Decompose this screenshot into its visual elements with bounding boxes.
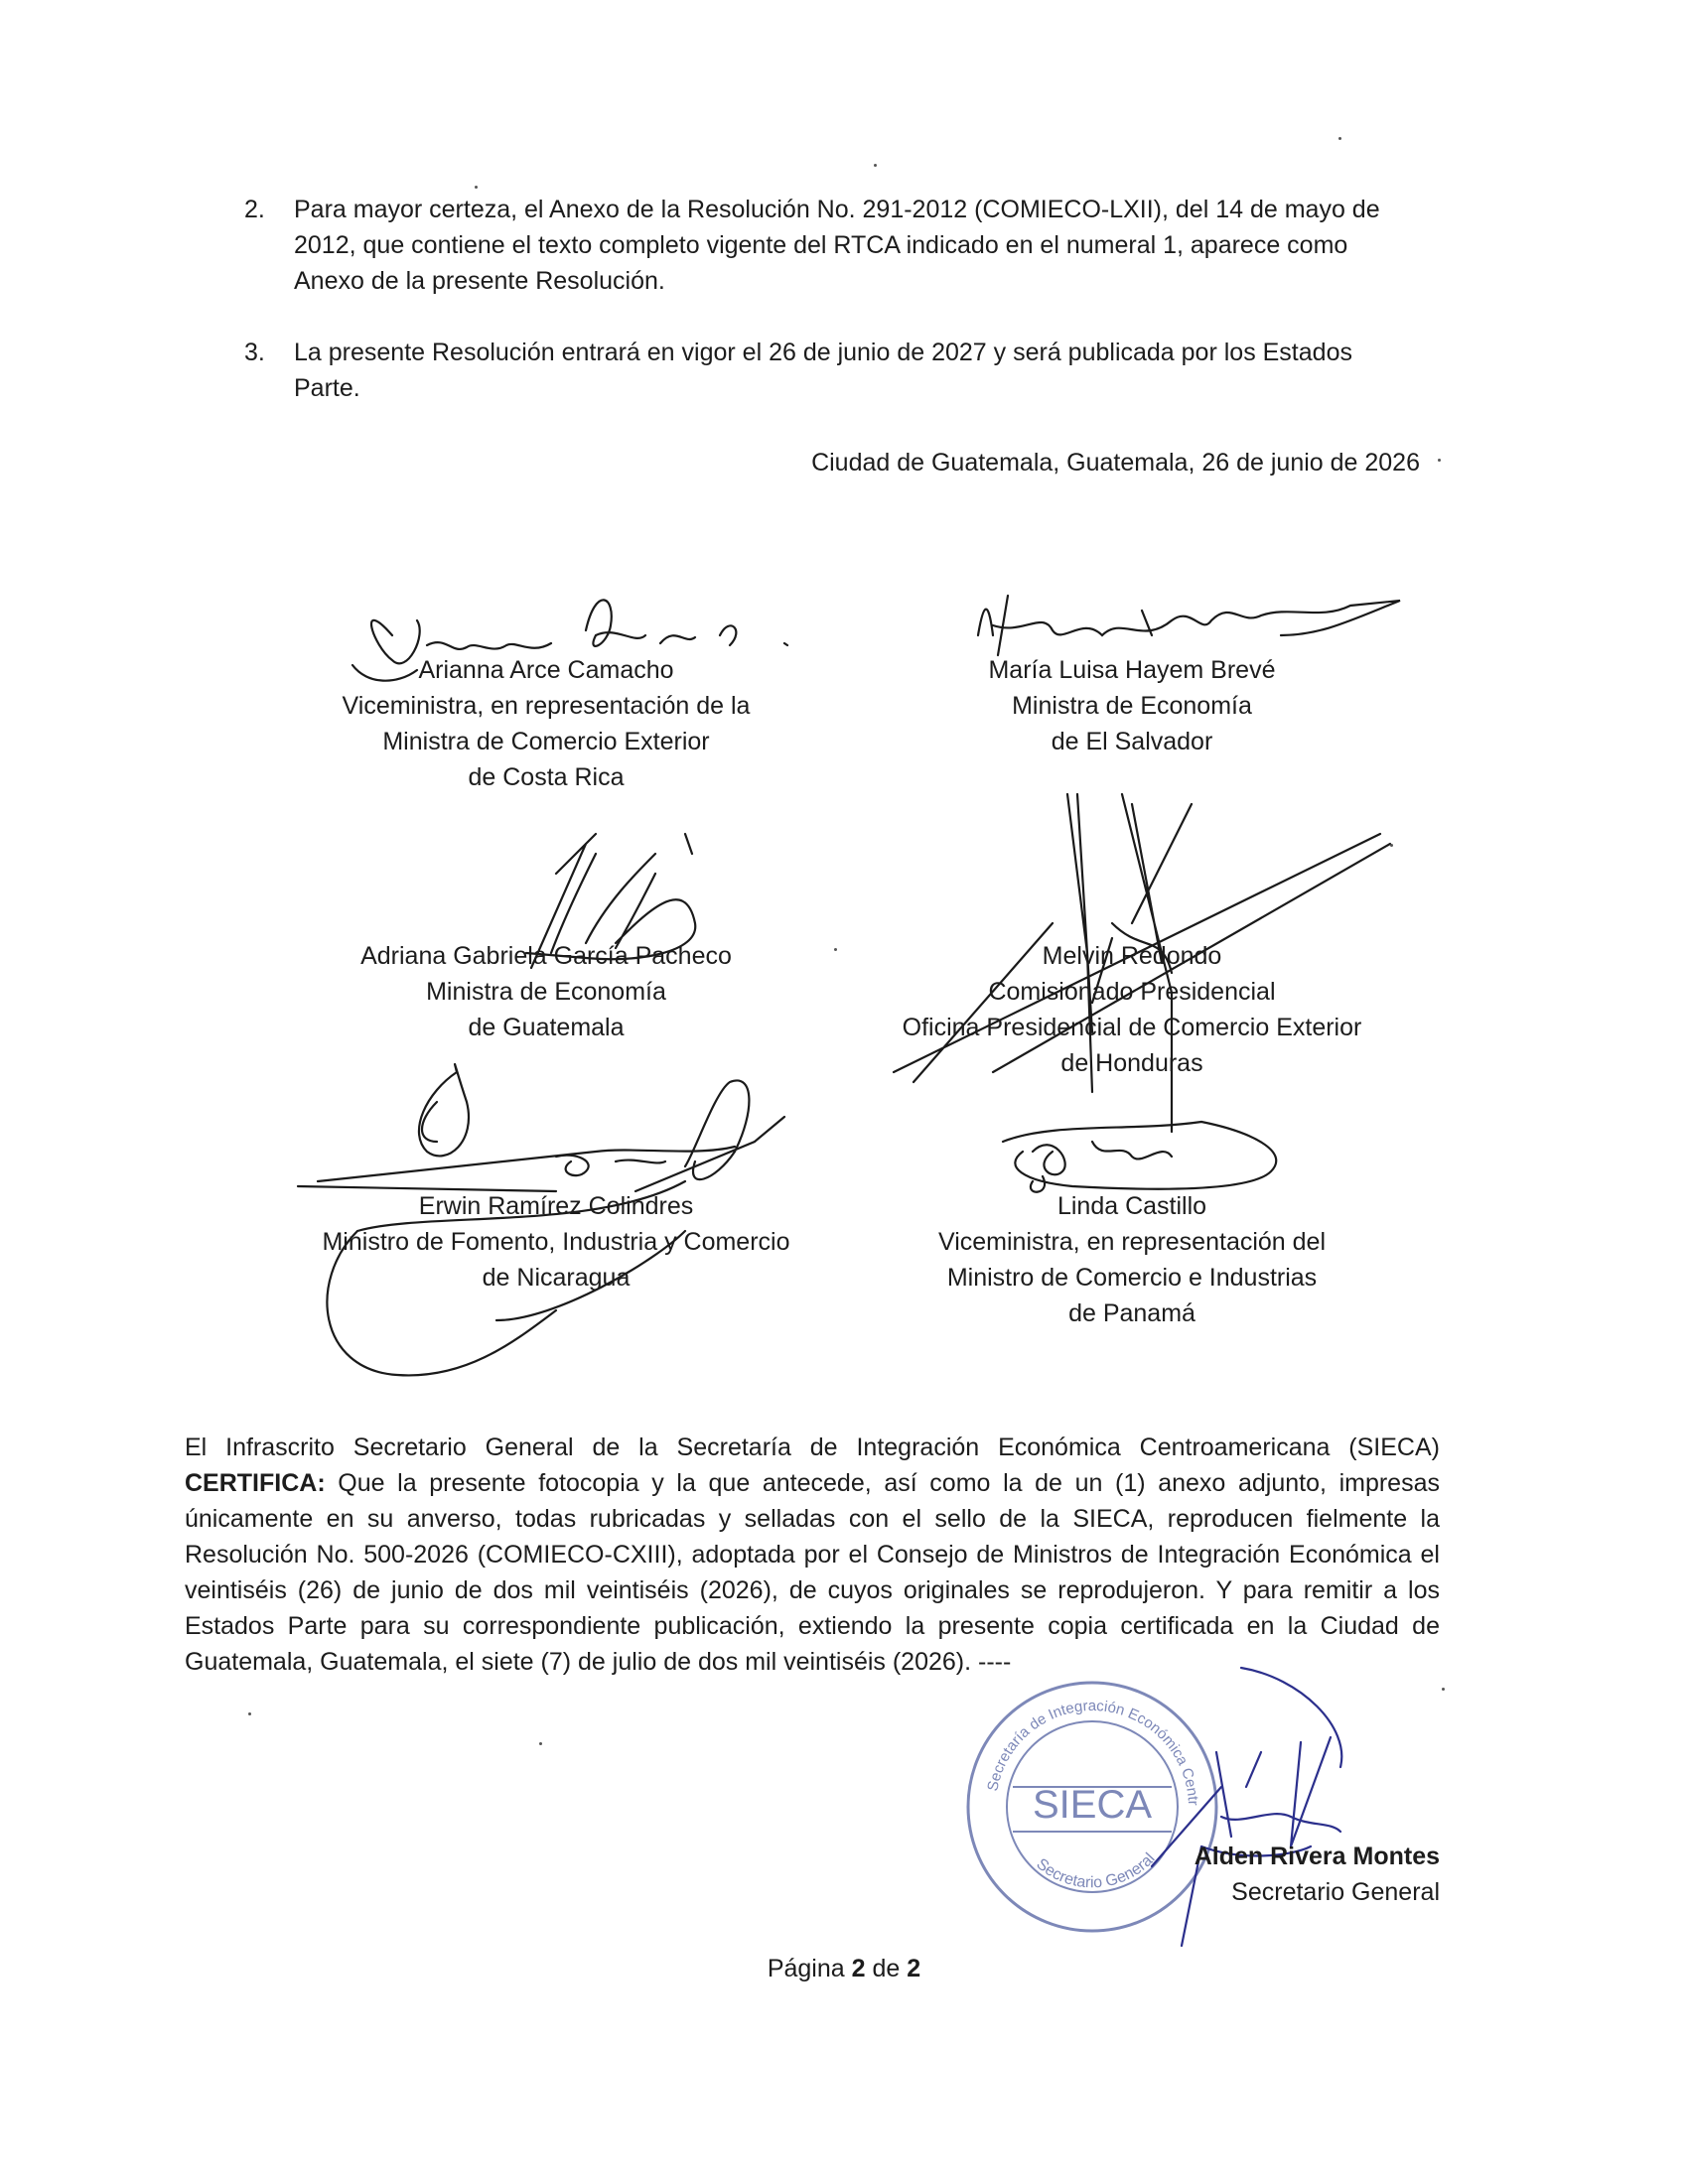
signatory-title: Ministro de Comercio e Industrias: [946, 1264, 1318, 1292]
signatory-name: Melvin Redondo: [1042, 942, 1222, 970]
scan-speck: [874, 164, 877, 167]
signatory-title: Viceministra, en representación de la: [342, 692, 751, 720]
page-total: 2: [907, 1955, 921, 1982]
signatory-name: Linda Castillo: [1056, 1192, 1207, 1220]
secretary-title: Secretario General: [1231, 1878, 1440, 1906]
clause-number: 3.: [244, 339, 265, 366]
signatory-name: María Luisa Hayem Brevé: [988, 656, 1276, 684]
signatory-name: Erwin Ramírez Colindres: [418, 1192, 694, 1220]
signatory-name: Adriana Gabriela García Pacheco: [360, 942, 732, 970]
certification-intro: El Infrascrito Secretario General de la Secretaría de Integración Económica Centroamericana (SIECA): [185, 1433, 1440, 1461]
page-current: 2: [851, 1955, 866, 1982]
scan-speck: [1390, 844, 1393, 847]
signature-el-salvador: [874, 652, 1390, 759]
signatory-title: Ministra de Economía: [1012, 692, 1252, 720]
signature-honduras: [854, 938, 1410, 1081]
scan-speck: [1438, 459, 1441, 462]
seal-top-text: Secretaría de Integración Económica Centr: [984, 1697, 1202, 1807]
signatory-title: Ministra de Economía: [426, 978, 666, 1006]
signatory-title: de Nicaragua: [482, 1264, 631, 1292]
page-number: [0, 1951, 1688, 1986]
seal-center-text: SIECA: [1032, 1783, 1153, 1827]
signatory-title: Comisionado Presidencial: [988, 978, 1276, 1006]
signatory-title: de Guatemala: [468, 1014, 625, 1041]
clause-number: 2.: [244, 196, 265, 223]
scan-speck: [539, 1742, 542, 1745]
page-of: de: [872, 1955, 901, 1982]
certification-body: Que la presente fotocopia y la que antecede, así como la de un (1) anexo adjunto, impresas únicamente en su anverso, todas rubricadas y selladas con el sello de la SIECA, reproducen fielmente la Resolución No. 500-2026 (COMIECO-CXIII), adoptada por el Consejo de Ministros de Integración Económica el veintiséis (26) de junio de dos mil veintiséis (2026), de cuyos originales se reprodujeron. Y para remitir a los Estados Parte para su correspondiente publicación, extiendo la presente copia certificada en la Ciudad de Guatemala, Guatemala, el siete (7) de julio de dos mil veintiséis (2026). ----: [185, 1469, 1440, 1676]
seal-bottom-text: Secretario General: [1033, 1849, 1159, 1892]
signature-costa-rica: [298, 652, 794, 795]
scan-speck: [475, 186, 478, 189]
certification-paragraph: [185, 1430, 1440, 1680]
certification-keyword: CERTIFICA:: [185, 1469, 326, 1497]
clause-text: Para mayor certeza, el Anexo de la Resolución No. 291-2012 (COMIECO-LXII), del 14 de mayo de 2012, que contiene el texto completo vigente del RTCA indicado en el numeral 1, aparece como Anexo de la presente Resolución.: [294, 196, 1380, 295]
secretary-name: Alden Rivera Montes: [1194, 1843, 1440, 1870]
signatory-title: de Costa Rica: [468, 763, 625, 791]
scan-speck: [834, 948, 837, 951]
signatory-title: de Panamá: [1068, 1299, 1196, 1327]
signature-panama: [874, 1188, 1390, 1331]
signature-guatemala: [298, 938, 794, 1045]
signatory-title: Ministra de Comercio Exterior: [382, 728, 710, 755]
signatory-title: Viceministra, en representación del: [937, 1228, 1327, 1256]
signatory-title: Oficina Presidencial de Comercio Exterior: [902, 1014, 1362, 1041]
signatory-title: Ministro de Fomento, Industria y Comercio: [322, 1228, 790, 1256]
scan-speck: [1442, 1688, 1445, 1691]
secretary-signature: [1053, 1839, 1440, 1910]
signatory-title: de El Salvador: [1051, 728, 1213, 755]
scan-speck: [248, 1712, 251, 1715]
clause-text: La presente Resolución entrará en vigor el 26 de junio de 2027 y será publicada por los Estados Parte.: [294, 339, 1352, 402]
scan-speck: [1338, 137, 1341, 140]
place-and-date: Ciudad de Guatemala, Guatemala, 26 de junio de 2026: [811, 449, 1420, 477]
signatory-title: de Honduras: [1060, 1049, 1203, 1077]
page-label: Página: [767, 1955, 845, 1982]
signatory-name: Arianna Arce Camacho: [418, 656, 674, 684]
signature-nicaragua: [278, 1188, 834, 1296]
